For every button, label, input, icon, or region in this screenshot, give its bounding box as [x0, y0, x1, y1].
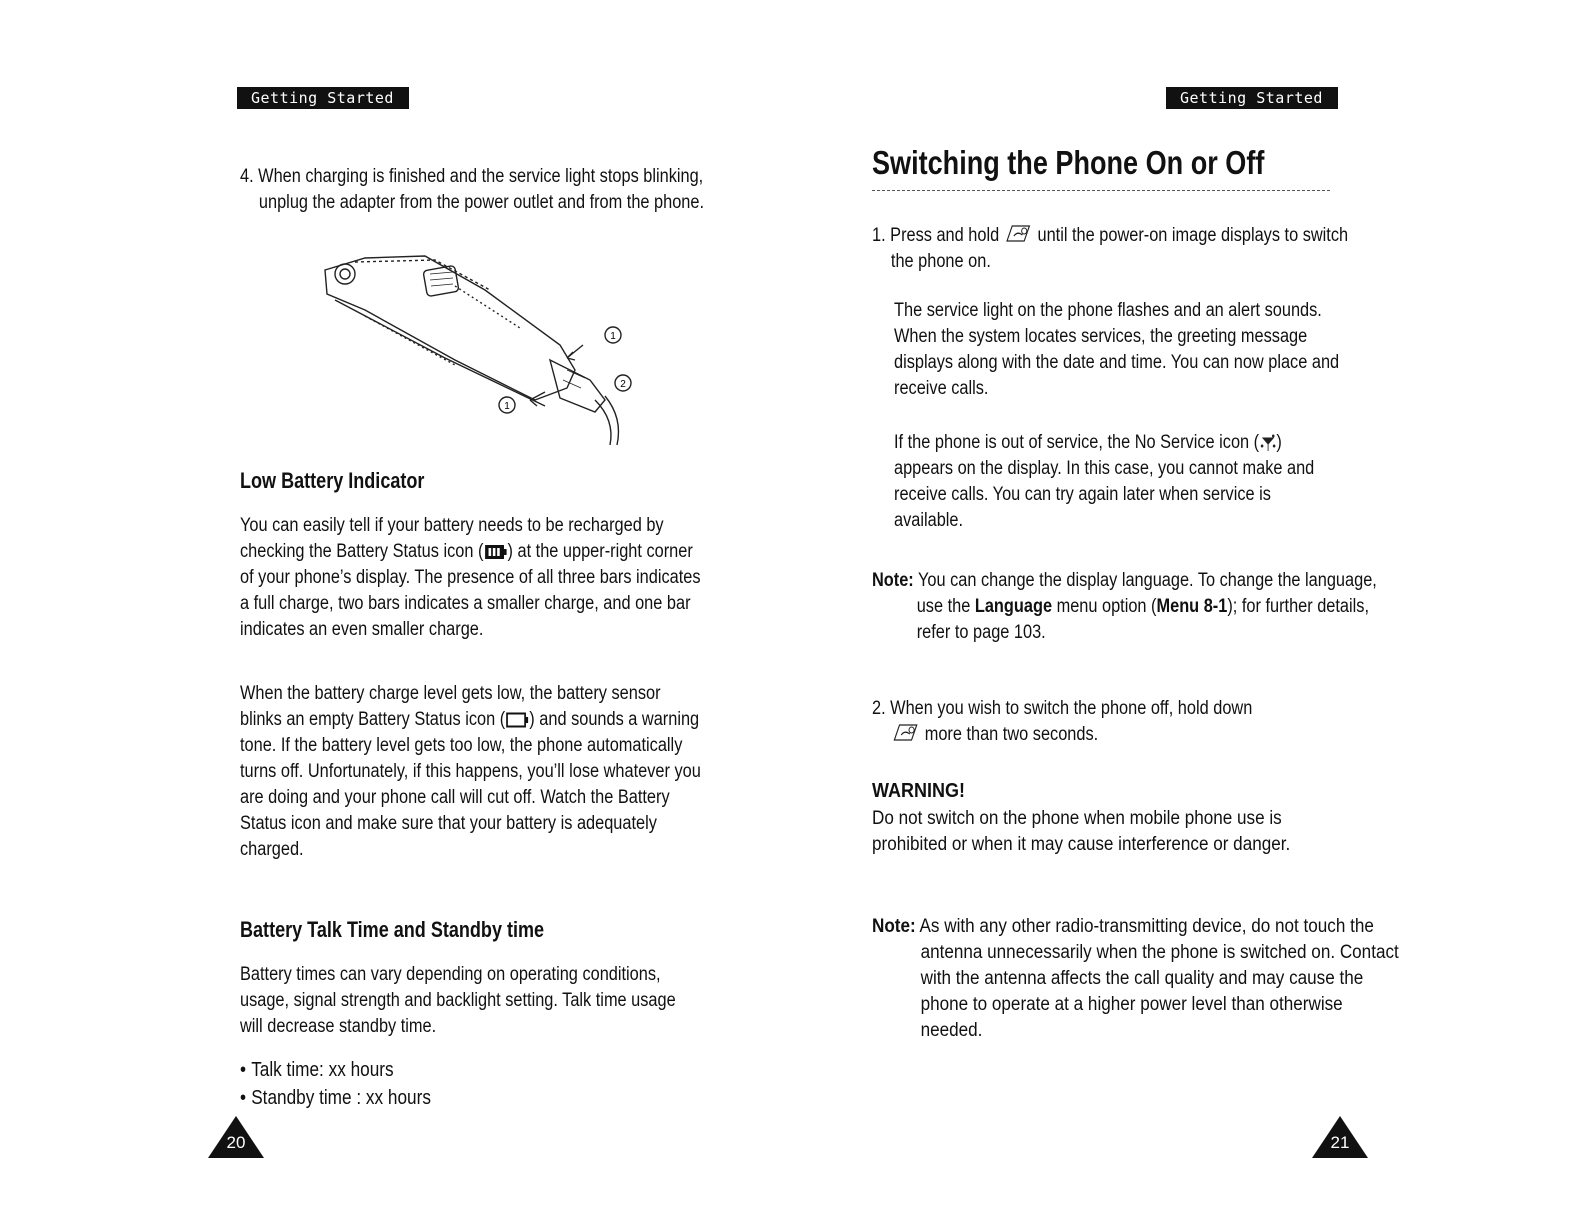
- phone-charging-illustration: [305, 250, 645, 450]
- callout-1: 1: [610, 331, 616, 342]
- step-2: 2. When you wish to switch the phone off, hold down more than two seconds.: [872, 698, 1253, 745]
- battery-empty-icon: [505, 711, 529, 729]
- page-title: Switching the Phone On or Off: [872, 144, 1265, 181]
- right-page: [792, 0, 1584, 1223]
- warning-text: Do not switch on the phone when mobile phone use is prohibited or when it may cause interference or danger.: [872, 808, 1291, 855]
- section-tab: Getting Started: [1166, 87, 1338, 109]
- talk-time-heading: Battery Talk Time and Standby time: [240, 917, 545, 942]
- warning-heading: WARNING!: [872, 780, 965, 802]
- power-end-key-icon: [1004, 223, 1033, 245]
- no-service-icon: [1259, 434, 1276, 452]
- page-number-right: 21: [1312, 1116, 1368, 1158]
- note-language: Note: You can change the display language. To change the language, use the Language menu option (Menu 8-1); for further details, refer to page 103.: [872, 570, 1377, 643]
- low-battery-para-2: When the battery charge level gets low, the battery sensor blinks an empty Battery Status icon ( ) and sounds a warning tone. If the battery level gets too low, the phone automatically turns off. Unfortunately, if this happens, you’ll lose whatever you are doing and your phone call will cut off. Watch the Battery Status icon and make sure that your battery is adequately charged.: [240, 683, 701, 860]
- low-battery-para-1: You can easily tell if your battery needs to be recharged by checking the Battery Status icon ( ) at the upper-right corner of your phone’s display. The presence of all three bars indicates a full charge, two bars indicates a smaller charge, and one bar indicates an even smaller charge.: [240, 515, 701, 640]
- step-4: 4. When charging is finished and the service light stops blinking, unplug the adapter from the power outlet and from the phone.: [240, 166, 705, 213]
- callout-2: 2: [620, 379, 626, 390]
- step-1: 1. Press and hold until the power-on image displays to switch the phone on.: [872, 225, 1349, 272]
- power-end-key-icon: [891, 722, 920, 744]
- section-tab: Getting Started: [237, 87, 409, 109]
- service-para: The service light on the phone flashes and an alert sounds. When the system locates services, the greeting message displays along with the date and time. You can now place and receive calls.: [894, 300, 1340, 399]
- low-battery-heading: Low Battery Indicator: [240, 468, 425, 493]
- note-antenna: Note: As with any other radio-transmitting device, do not touch the antenna unnecessarily when the phone is switched on. Contact with the antenna affects the call quality and may cause the phone to operate at a higher power level than otherwise needed.: [872, 916, 1399, 1041]
- talk-time-para: Battery times can vary depending on operating conditions, usage, signal strength and backlight setting. Talk time usage will decrease standby time.: [240, 964, 676, 1037]
- list-item: • Talk time: xx hours: [240, 1056, 431, 1084]
- no-service-para: If the phone is out of service, the No Service icon ( ) appears on the display. In this case, you cannot make and receive calls. You can try again later when service is available.: [894, 432, 1315, 531]
- title-divider: [872, 190, 1330, 191]
- battery-full-icon: [483, 543, 507, 561]
- page-number-left: 20: [208, 1116, 264, 1158]
- callout-1b: 1: [504, 401, 510, 412]
- talk-time-list: [240, 1056, 431, 1112]
- list-item: • Standby time : xx hours: [240, 1084, 431, 1112]
